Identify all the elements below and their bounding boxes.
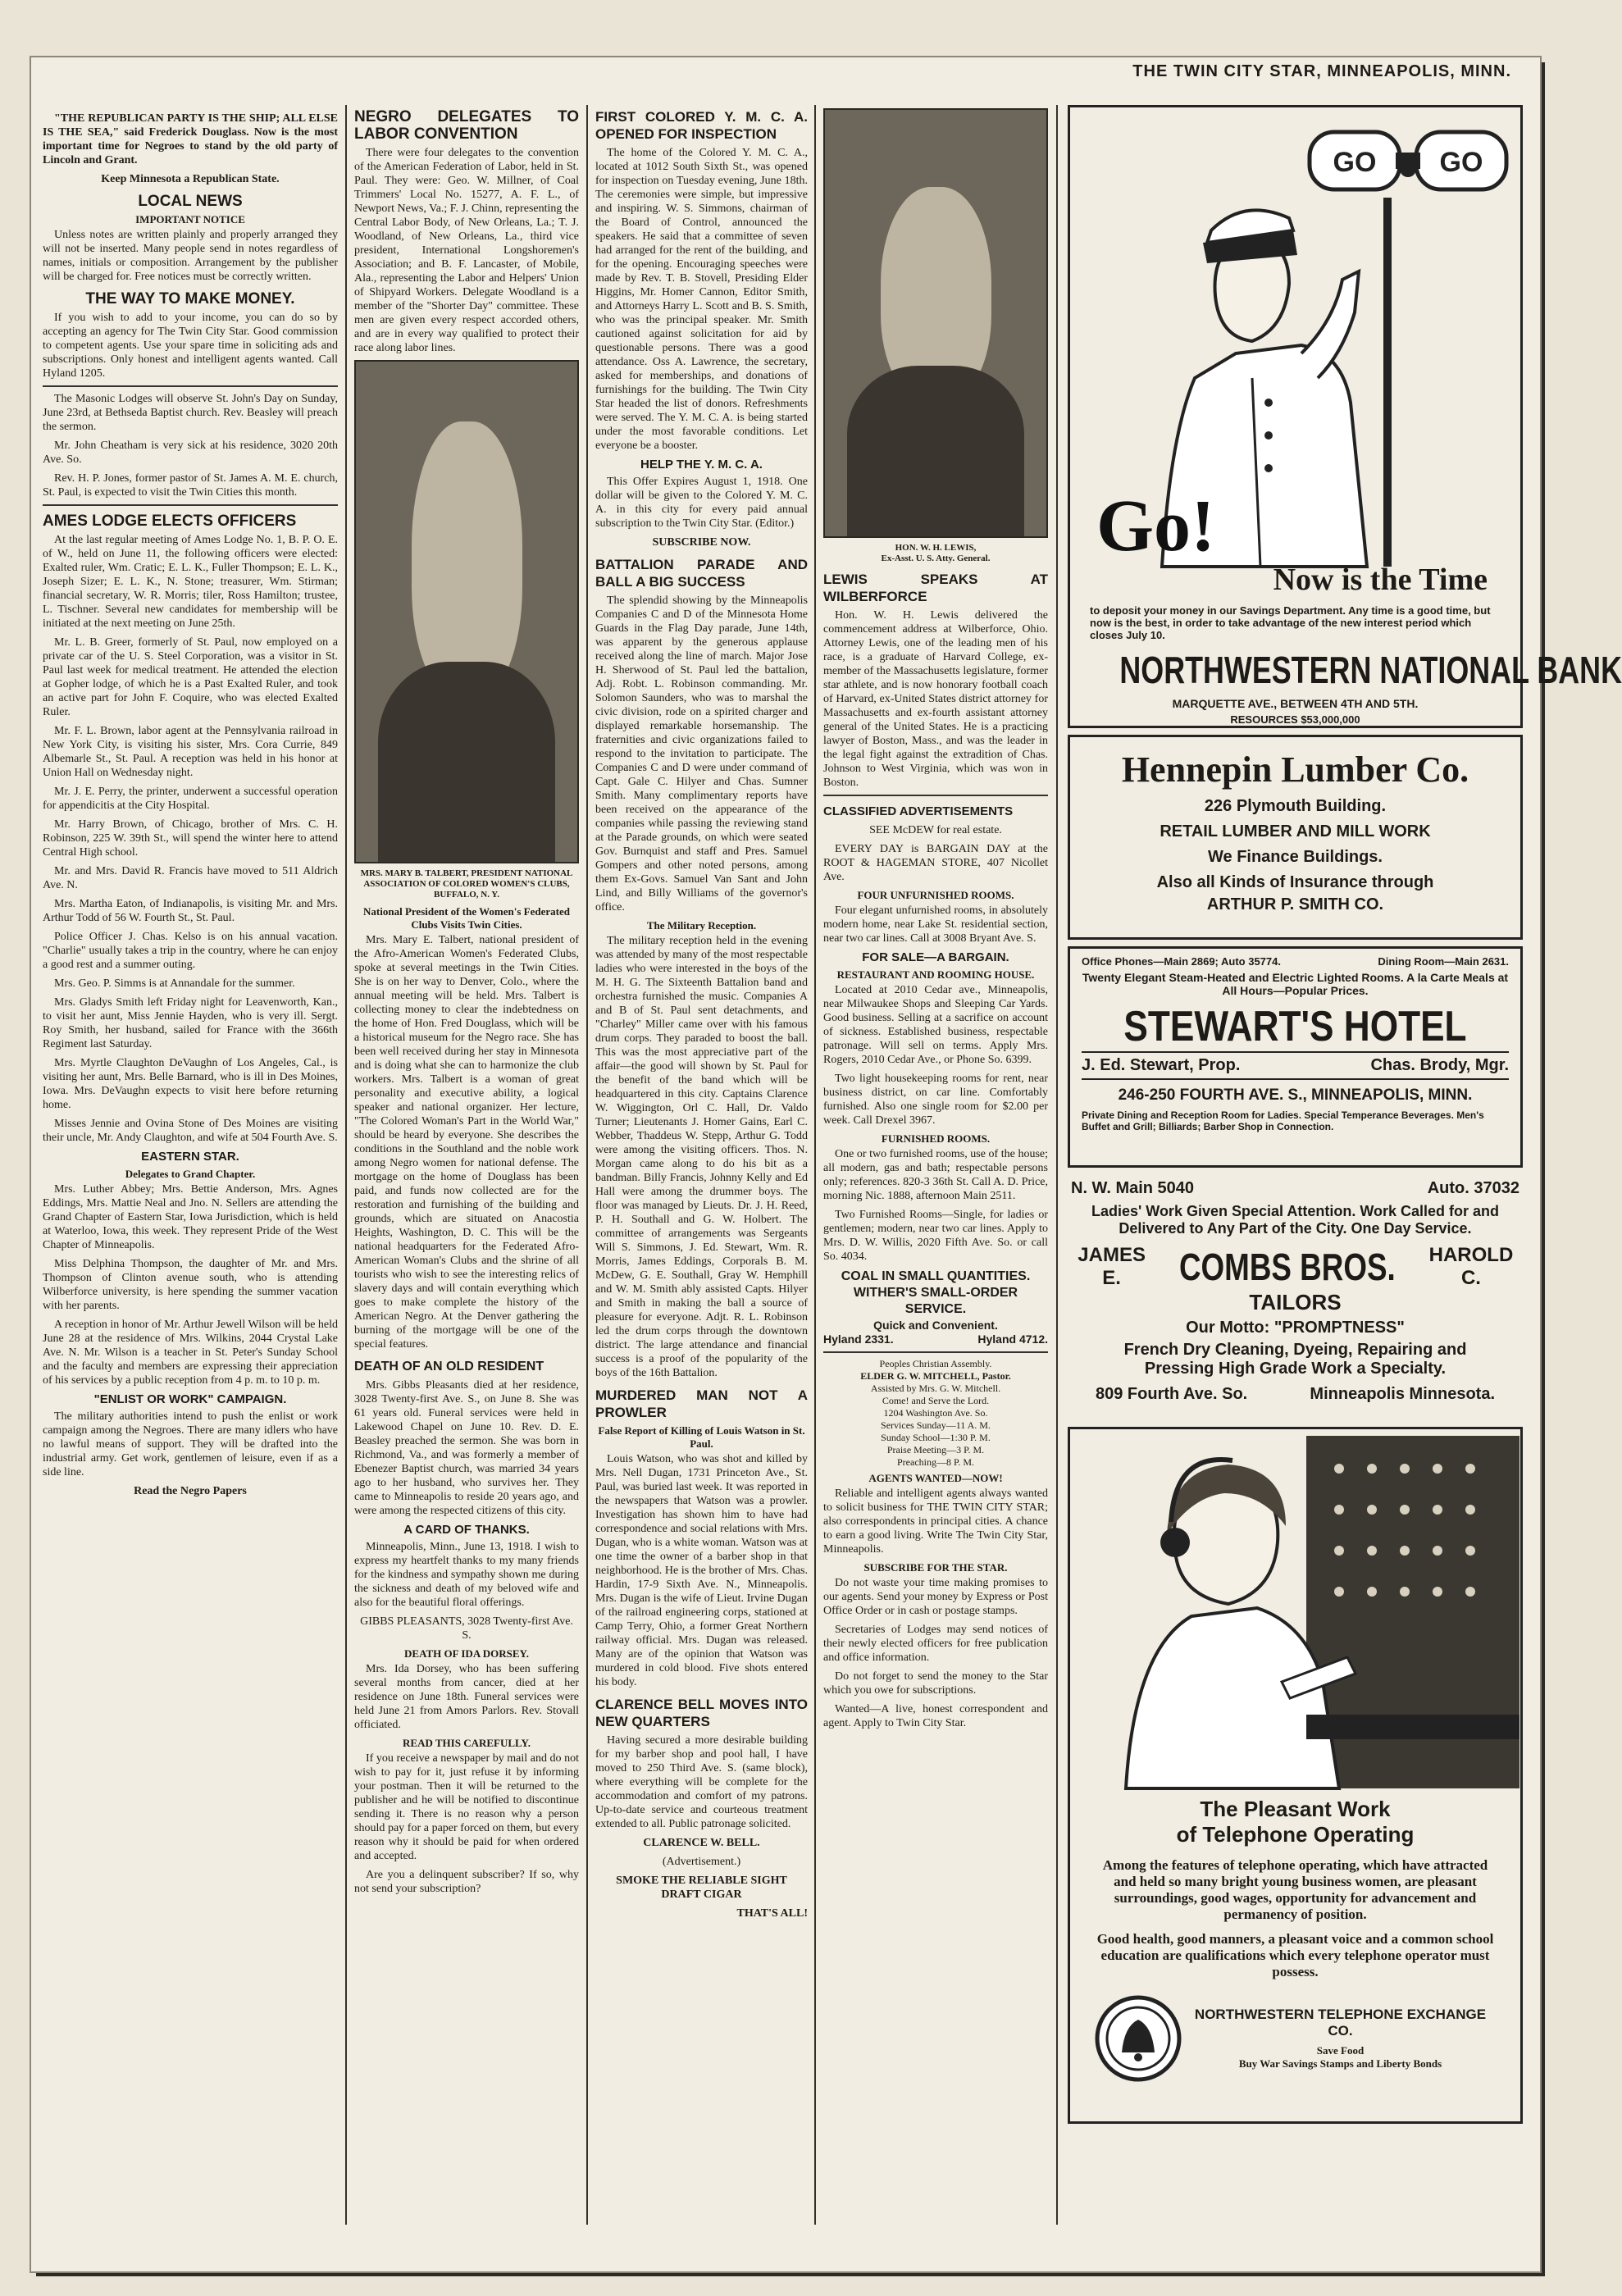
hotel-phones: Office Phones—Main 2869; Auto 35774. [1082,955,1281,968]
murder-heading: MURDERED MAN NOT A PROWLER [595,1387,808,1420]
news-item: Rev. H. P. Jones, former pastor of St. James A. M. E. church, St. Paul, is expected to visit the Twin Cities this month. [43,472,338,499]
bell-heading: CLARENCE BELL MOVES INTO NEW QUARTERS [595,1697,808,1729]
enlist-text: The military authorities intend to push the enlist or work campaign among the Negroes. There are many idlers who have no lawful means of support. They will be drafted into the industrial army. Get work, gentlemen of leisure, even if as a side line. [43,1410,338,1478]
money-text: If you wish to add to your income, you can do so by accepting an agency for The Twin City Star. Good commission to competent agents. Use your spare time in soliciting ads and subscriptions. Only honest and intelligent agents wanted. Call Hyland 1205. [43,312,338,380]
go-headline: Go! [1096,485,1215,567]
lewis-heading: LEWIS SPEAKS AT WILBERFORCE [823,572,1048,604]
subscribe-now: SUBSCRIBE NOW. [652,536,751,549]
telephone-title: The Pleasant Work [1200,1797,1391,1821]
bell-adv-note: (Advertisement.) [662,1856,741,1868]
column-rule [814,105,816,2225]
column-rule [586,105,588,2225]
subscribe-heading: SUBSCRIBE FOR THE STAR. [863,1561,1008,1574]
column-ads [1059,105,1622,2225]
hotel-name: STEWART'S HOTEL [1123,1003,1467,1050]
help-ymca-text: This Offer Expires August 1, 1918. One dollar will be given to the Colored Y. M. C. A. in this city for every paid annual subscription to the Twin City Star. (Editor.) [595,476,808,530]
news-item: Mrs. Geo. P. Simms is at Annandale for the summer. [54,977,295,990]
news-item: Mrs. Martha Eaton, of Indianapolis, is visiting Mr. and Mrs. Arthur Todd of 56 W. Fourth St., St. Paul. [43,898,338,924]
wanted-text: Wanted—A live, honest correspondent and agent. Apply to Twin City Star. [823,1703,1048,1729]
talbert-text: Mrs. Mary E. Talbert, national president of the Afro-American Women's Federated Clubs, spoke at several meetings in the Twin Cities. She is on her way to Denver, Colo., where the annual meeting will be held. Mrs. Talbert is collecting money to clear the indebtedness on the home of Hon. Fred Douglass, which will be a historical museum for the Negro race. She has been well received during her stay in Minnesota and is doing what she can to harmonize the club workers. Mrs. Talbert is a woman of great personality and executive ability, a logical speaker and national organizer. Her lecture, "The Colored Woman's Part in the World War," should be heard by everyone. She describes the conditions in the Southland and the noble work among Negro women for national defense. The mortgage on the home of Douglass has been paid, and funds now collected are for the restoration and furnishing of the building and grounds, which are situated on Anacostia Heights, Washington, D. C. This will be the national headquarters for the Federated Afro-American Woman's Clubs and the shrine of all tourists who wish to see the interesting relics of slavery days and will contain everything which goes to make complete the history of the American Negro. At the Denver gathering the burning of the mortgage will be one of the special features. [354,934,579,1351]
agents-text: Reliable and intelligent agents always wanted to solicit business for THE TWIN CITY STAR; also correspondents in principal cities. A chance to earn a good living. Write The Twin City Star, Minneapolis. [823,1487,1048,1556]
column-rule [345,105,347,2225]
death-text: Mrs. Gibbs Pleasants died at her residence, 3028 Twenty-first Ave. S., on June 8. She was 61 years old. Funeral services were held in Lakewood Chapel on June 10. Rev. D. E. Beasley preached the sermon. She was born in Richmond, Va., and was formerly a member of Ebenezer Baptist church, was married 34 years ago to her husband, who survives her. They came to Minneapolis to reside 20 years ago, and were among the respected citizens of this city. [354,1379,579,1517]
combs-first-name: HAROLD C. [1428,1244,1514,1289]
coal-phones [823,1332,1048,1346]
divider [43,385,338,387]
church-line: Services Sunday—11 A. M. [881,1419,991,1431]
save-food: Save Food [1316,2044,1365,2057]
telephone-footer [1077,1993,1514,2084]
telephone-text: Among the features of telephone operating, which have attracted and held so many bright young business women, are pleasant surroundings, good wages, opportunity for advancement and permanency of position. [1102,1857,1488,1922]
coal-heading: COAL IN SMALL QUANTITIES. [841,1269,1031,1283]
ames-text: At the last regular meeting of Ames Lodge No. 1, B. P. O. E. of W., held on June 11, the following officers were elected: Exalted ruler, Wm. Cratic; E. L. K., Fuller Thompson; E. L. K., Joseph Sizer; E. L. K., N. Stone; treasurer, Wm. Stirman; financial secretary, W. R. Morris; tiler, Ross Hamilton; trustee, L. Tischner. Several new candidates for membership will be initiated at the next meeting on June 25th. [43,534,338,630]
telephone-company: NORTHWESTERN TELEPHONE EXCHANGE CO. [1194,2007,1487,2039]
bell-text: Having secured a more desirable building for my barber shop and pool hall, I have moved to 250 Third Ave. S. (same block), where everything will be complete for the accommodation and comfort of my patrons. Up-to-date service and courteous treatment extended to all. Public patronage solicited. [595,1734,808,1830]
talbert-caption: MRS. MARY B. TALBERT, PRESIDENT NATIONAL ASSOCIATION OF COLORED WOMEN'S CLUBS, BUFFALO, N. Y. [360,868,573,900]
thanks-text: Minneapolis, Minn., June 13, 1918. I wish to express my heartfelt thanks to my many friends for the kindness and sympathy shown me during the sickness and death of my beloved wife and also for the beautiful floral offerings. [354,1541,579,1609]
news-item: Mrs. Myrtle Claughton DeVaughn of Los Angeles, Cal., is visiting her aunt, Mrs. Belle Barnard, who is ill in Des Moines, Iowa. Mrs. DeVaughn expects to visit here before returning home. [43,1057,338,1111]
classified-heading: CLASSIFIED ADVERTISEMENTS [823,804,1014,818]
combs-cleaning: French Dry Cleaning, Dyeing, Repairing and Pressing High Grade Work a Specialty. [1123,1341,1467,1378]
classified-item: Two light housekeeping rooms for rent, near business district, on car line. Comfortably furnished. Also one single room for $2.00 per week. Call Drexel 3967. [823,1073,1048,1127]
labor-heading: NEGRO DELEGATES TO LABOR CONVENTION [354,108,579,143]
talbert-heading: National President of the Women's Federated Clubs Visits Twin Cities. [363,905,570,931]
telephone-operator-illustration [1077,1436,1519,1788]
combs-tailors: TAILORS [1249,1290,1342,1314]
lewis-text: Hon. W. H. Lewis delivered the commencement address at Wilberforce, Ohio. Attorney Lewis, one of the leading men of his race, is a graduate of Harvard College, ex-member of the Massachusetts legislature, former star athlete, and is now honorary football coach of Harvard, ex-United States district attorney for Massachusetts and ex-fourth assistant attorney general of the United States. He is a practicing lawyer of Boston, Mass., and was the leader in the legal fight against the extradition of Chas. Johnson to West Virginia, which was won in Boston. [823,609,1048,789]
lumber-line: Also all Kinds of Insurance through [1156,873,1434,891]
ymca-text: The home of the Colored Y. M. C. A., located at 1012 South Sixth St., was opened for inspection on Tuesday evening, June 18th. The ceremonies were simple, but impressive and inspiring. W. S. Simmons, chairman of the Board of Control, announced the speakers. He said that a committee of seven had arranged for the rent of the building, and for the opening. Encouraging speeches were made by Rev. T. B. Stovell, Presiding Elder Higgins, Mr. Homer Cannon, Editor Smith, and Attorneys Harry L. Scott and B. S. Smith, who was the principal speaker. Mr. Smith cautioned against solicitation for aid by questionable persons. There was a good attendance. Oss A. Lawrence, the secretary, asked for memberships, and donations of furnishings for the building. The Twin City Star headed the list of donors. Refreshments were served. The Y. M. C. A. is being started under the most favorable conditions. Let everyone be a booster. [595,147,808,452]
column-rule [1056,105,1058,2225]
news-item: Mrs. Gladys Smith left Friday night for Leavenworth, Kan., to visit her aunt, Miss Jennie Hayden, who is very ill. Sergt. Roy Smith, her husband, sailed for France with the 366th Regiment last Saturday. [43,996,338,1050]
help-ymca-heading: HELP THE Y. M. C. A. [640,458,763,472]
local-news-heading: LOCAL NEWS [138,193,243,210]
news-item: Misses Jennie and Ovina Stone of Des Moines are visiting their uncle, Mr. Andy Claughton, and wife at 504 Fourth Ave. S. [43,1118,338,1144]
lumber-name: Hennepin Lumber Co. [1121,749,1469,790]
classified-heading-sale: FOR SALE—A BARGAIN. [862,950,1009,964]
hotel-address: 246-250 FOURTH AVE. S., MINNEAPOLIS, MINN. [1118,1086,1473,1104]
news-item: Mr. F. L. Brown, labor agent at the Pennsylvania railroad in New York City, is visiting his sister, Mrs. Cora Currie, 849 Albemarle St., St. Paul. A reception was held in his honor at Union Hall on Wednesday night. [43,725,338,779]
hotel-note: Private Dining and Reception Room for Ladies. Special Temperance Beverages. Men's Buffet and Grill; Billiards; Barber Shop in Connection. [1082,1109,1484,1132]
church-line: 1204 Washington Ave. So. [883,1407,988,1419]
notice-heading: IMPORTANT NOTICE [135,213,245,226]
church-notice [823,1358,1048,1469]
church-line: Peoples Christian Assembly. [879,1358,992,1369]
church-line: Come! and Serve the Lord. [882,1395,990,1406]
combs-motto: Our Motto: "PROMPTNESS" [1186,1319,1405,1337]
ames-heading: AMES LODGE ELECTS OFFICERS [43,512,297,530]
delinquent-text: Are you a delinquent subscriber? If so, why not send your subscription? [354,1869,579,1895]
bank-deposit-text: to deposit your money in our Savings Department. Any time is a good time, but now is the best, in order to take advantage of the new interest period which closes July 10. [1090,604,1491,641]
bank-name: NORTHWESTERN NATIONAL BANK [1119,649,1622,691]
news-item: Miss Delphina Thompson, the daughter of Mr. and Mrs. Thompson of Clinton avenue south, who is attending Wilberforce university, is here spending the summer vacation with her parents. [43,1258,338,1312]
divider [823,795,1048,796]
newspaper-page [31,57,1622,2271]
coal-phone: Hyland 4712. [977,1332,1048,1346]
labor-text: There were four delegates to the convention of the American Federation of Labor, held in St. Paul. They were: Geo. W. Millner, of Coal Trimmers' Local No. 15277, A. F. L., of Newport News, Va.; F. J. Chinn, representing the Central Labor Body, of New Orleans, La.; T. J. Woodland, of New Orleans, La., third vice president, International Longshoremen's Association; and B. F. Lancaster, of Mobile, Ala., representing the Labor and Helpers' Union of Shipyard Workers. Delegate Woodland is a member of the "Shorter Day" committee. These men are given every respect accorded others, and are in every way qualified to protect their race along labor lines. [354,147,579,354]
thanks-signature: GIBBS PLEASANTS, 3028 Twenty-first Ave. S. [360,1615,573,1642]
dorsey-heading: DEATH OF IDA DORSEY. [404,1647,529,1660]
combs-city: Minneapolis Minnesota. [1310,1385,1495,1403]
thanks-heading: A CARD OF THANKS. [403,1523,530,1537]
hotel-ad [1068,946,1523,1168]
lumber-line: RETAIL LUMBER AND MILL WORK [1160,822,1431,840]
news-item: Mr. and Mrs. David R. Francis have moved to 511 Aldrich Ave. N. [43,865,338,891]
bell-logo-icon [1093,1993,1183,2084]
eastern-star-heading: EASTERN STAR. [141,1150,239,1164]
ymca-heading: FIRST COLORED Y. M. C. A. OPENED FOR INSPECTION [595,109,808,142]
coal-ad [823,1269,1048,1346]
now-is-the-time: Now is the Time [1273,563,1488,597]
lumber-line: We Finance Buildings. [1208,848,1383,866]
telephone-text: Good health, good manners, a pleasant voice and a common school education are qualifications which every telephone operator must possess. [1096,1931,1494,1979]
news-item: Police Officer J. Chas. Kelso is on his annual vacation. "Charlie" usually takes a trip in the country, where he can enjoy a good rest and a summer outing. [43,931,338,971]
subscribe-text: Do not waste your time making promises to our agents. Send your money by Express or Post Office Order or in cash or postage stamps. [823,1577,1048,1617]
cigar-ad: SMOKE THE RELIABLE SIGHT DRAFT CIGAR [616,1875,787,1901]
bank-address: MARQUETTE AVE., BETWEEN 4TH AND 5TH. [1172,697,1419,710]
go-sign-text: GO [1439,147,1483,178]
combs-address-row [1071,1385,1519,1404]
classified-item: One or two furnished rooms, use of the house; all modern, gas and bath; respectable persons only; references. 820-3 36th St. Call A. D. Price, morning Nic. 1888, afternoon Main 2511. [823,1148,1048,1202]
telephone-ad [1068,1427,1523,2124]
portrait-body [847,366,1024,536]
portrait-body [378,662,555,862]
coal-line: Quick and Convenient. [873,1319,998,1332]
war-savings: Buy War Savings Stamps and Liberty Bonds [1238,2057,1442,2070]
news-item: Mr. L. B. Greer, formerly of St. Paul, now employed on a private car of the U. S. Steel Corporation, was a visitor in St. Paul last week for medical treatment. He attended the election at Gopher lodge, of which he is a Past Exalted Ruler, and took an active part for John F. Coquire, who was elected Exalted Ruler. [43,636,338,718]
combs-first-name: JAMES E. [1078,1244,1146,1289]
read-negro-papers: Read the Negro Papers [134,1485,247,1497]
lodges-text: Secretaries of Lodges may send notices of their newly elected officers for free publication and office information. [823,1624,1048,1664]
news-item: Mr. Harry Brown, of Chicago, brother of Mrs. C. H. Robinson, 225 W. 39th St., will spend the winter here to attend Central High school. [43,818,338,859]
news-item: Mr. John Cheatham is very sick at his residence, 3020 20th Ave. So. [43,440,338,466]
bank-ad [1068,105,1622,728]
news-item: A reception in honor of Mr. Arthur Jewell Wilson will be held June 28 at the residence of Mrs. Wilkins, 2044 Crystal Lake Ave. N. Mr. Wilson is a teacher in St. Peter's Sunday School and the faculty and members are expressing their appreciation of his services by a public reception from 4 p. m. to 10 p. m. [43,1319,339,1387]
military-heading: The Military Reception. [646,919,757,932]
bank-resources: RESOURCES $53,000,000 [1230,713,1360,726]
coal-line: SERVICE. [904,1302,967,1316]
hotel-rooms: Twenty Elegant Steam-Heated and Electric Lighted Rooms. A la Carte Meals at All Hours—Popular Prices. [1082,971,1509,997]
combs-address: 809 Fourth Ave. So. [1096,1385,1248,1403]
church-line: Sunday School—1:30 P. M. [881,1432,991,1443]
hotel-dining: Dining Room—Main 2631. [1378,955,1509,968]
parade-heading: BATTALION PARADE AND BALL A BIG SUCCESS [595,557,808,590]
bell-signature: CLARENCE W. BELL. [643,1837,760,1849]
murder-subheading: False Report of Killing of Louis Watson in St. Paul. [598,1424,805,1450]
lewis-caption-name: HON. W. H. LEWIS, [895,543,977,553]
classified-heading-rooms: FOUR UNFURNISHED ROOMS. [857,889,1014,901]
church-line: Assisted by Mrs. G. W. Mitchell. [870,1383,1001,1394]
murder-text: Louis Watson, who was shot and killed by Mrs. Nell Dugan, 1731 Princeton Ave., St. Paul, was buried last week. It was reported in the newspapers that Watson was a prowler. Investigation has shown him to have had correspondence and social relations with Mrs. Dugan, who is a white woman. Watson was at one time the owner of a barber shop in that neighborhood. He is the brother of Mrs. Chas. Hardin, 17-9 Sixth Ave. N., Minneapolis. Mrs. Dugan is the wife of Lieut. Irvine Dugan of the railroad engineering corps, stationed at Camp Terry, Ohio, a former Great Northern railway official. Mrs. Dugan was released. Many are of the opinion that Watson was murdered in cold blood. Five shots entered his body. [595,1453,808,1688]
enlist-heading: "ENLIST OR WORK" CAMPAIGN. [93,1392,287,1406]
news-item: The Masonic Lodges will observe St. John's Day on Sunday, June 23rd, at Bethseda Baptist church. Rev. Beasley will preach the sermon. [43,393,338,433]
classified-subheading-sale: RESTAURANT AND ROOMING HOUSE. [836,968,1035,981]
news-item: Mr. J. E. Perry, the printer, underwent a successful operation for appendicitis at the City Hospital. [43,786,338,812]
republican-quote: "THE REPUBLICAN PARTY IS THE SHIP; ALL ELSE IS THE SEA," said Frederick Douglass. Now is the most important time for Negroes to stand by the old party of Lincoln and Grant. [43,112,338,166]
combs-phones [1071,1179,1519,1198]
column-ymca [589,105,814,2225]
divider [43,504,338,506]
column-labor [348,105,585,2225]
classified-item: SEE McDEW for real estate. [869,824,1002,836]
hotel-phones-row [1082,955,1509,968]
column-classified [817,105,1055,2225]
church-line: Praise Meeting—3 P. M. [886,1444,985,1456]
combs-ad [1068,1174,1523,1420]
church-line: ELDER G. W. MITCHELL, Pastor. [860,1370,1011,1382]
hotel-prop: J. Ed. Stewart, Prop. [1082,1056,1241,1074]
classified-item: Located at 2010 Cedar ave., Minneapolis, near Milwaukee Shops and Sleeping Car Yards. Good business. Selling at a sacrifice on account of sickness. Established business, respectable patronage. Will sell on terms. Apply Mrs. Rogers, 2010 Cedar Ave., or Phone So. 6399. [823,984,1048,1066]
agents-heading: AGENTS WANTED—NOW! [868,1472,1003,1484]
coal-phone: Hyland 2331. [823,1332,894,1346]
dorsey-text: Mrs. Ida Dorsey, who has been suffering several months from cancer, died at her residence on June 18th. Funeral services were held June 21 from Amors Parlors. Rev. Stovall officiated. [354,1663,579,1731]
telephone-title: of Telephone Operating [1176,1822,1415,1847]
combs-phone: Auto. 37032 [1427,1179,1519,1197]
lewis-photo [823,108,1048,538]
masthead: THE TWIN CITY STAR, MINNEAPOLIS, MINN. [1132,62,1511,80]
combs-name-row [1071,1244,1519,1290]
combs-work: Ladies' Work Given Special Attention. Work Called for and Delivered to Any Part of the City. One Day Service. [1091,1203,1500,1237]
classified-heading-furnished: FURNISHED ROOMS. [881,1132,991,1145]
combs-phone: N. W. Main 5040 [1071,1179,1195,1197]
classified-item: Four elegant unfurnished rooms, in absolutely modern home, near Lake St. residential section, near two car lines. Call at 3008 Bryant Ave. S. [823,904,1048,945]
column-local-news [36,105,344,2225]
church-line: Preaching—8 P. M. [897,1456,974,1468]
eastern-star-subheading: Delegates to Grand Chapter. [125,1168,256,1180]
coal-line: WITHER'S SMALL-ORDER [853,1286,1018,1300]
classified-item: EVERY DAY is BARGAIN DAY at the ROOT & HAGEMAN STORE, 407 Nicollet Ave. [823,843,1048,883]
lumber-line: ARTHUR P. SMITH CO. [1206,895,1384,913]
telephone-company-block [1183,2007,1497,2070]
military-text: The military reception held in the evening was attended by many of the most respectable ladies who were interested in the boys of the M. H. G. The Sixteenth Battalion band and orchestra furnished the music. Companies A and B of St. Paul sent detachments, and "Charley" Miller came over with his famous drum corps. They paraded to boost the ball. This was the most appreciative part of the affair—the good will shown by St. Paul for the benefit of the band which will be headquartered in this city. Captains Clarence W. Wiggington, Orl C. Hall, Dr. Valdo Turner; Lieutenants J. Homer Gains, Earl C. Webber, Thaddeus W. Stepp, Arthur G. Todd were among the visiting officers. Thos. N. Morgan came along to do his bit as a bandman. Billy Francis, Johnny Kelly and Ed Hall were among the drummer boys. The floor was managed by Lieuts. Dr. J. H. Reed, P. H. Southall and G. W. Holbert. The committee of arrangements was Sergeants Will S. Simmons, J. Ed. Stewart, Wm. R. Morris, James Eddings, Corporals B. M. McDew, G. E. Southall, Gray W. Hemphill and W. M. Smith ably assisted Capts. Hilyer and Smith in making the ball a source of pleasure for everyone. Adjt. R. L. Robinson led the drum corps through the downtown district. The large attendance and financial success is a proof of the popularity of the boys of the 16th Battalion. [595,935,808,1379]
combs-name: COMBS BROS. [1179,1246,1396,1288]
go-sign-illustration [1072,107,1519,567]
eastern-star-text: Mrs. Luther Abbey; Mrs. Bettie Anderson, Mrs. Agnes Eddings, Mrs. Mattie Neal and Jno. N. Sellers are attending the Grand Chapter of Eastern Star, Iowa Jurisdiction, which is held at Waterloo, Iowa, this week. They represent Pride of the West Chapter of Minneapolis. [43,1183,338,1251]
read-heading: READ THIS CAREFULLY. [403,1737,531,1749]
classified-item: Two Furnished Rooms—Single, for ladies or gentlemen; modern, near two car lines. Apply to Mrs. D. W. Willis, 2020 Fifth Ave. So. or call So. 4034. [823,1209,1048,1263]
lewis-caption [823,543,1048,564]
money-heading: THE WAY TO MAKE MONEY. [85,290,295,308]
forget-text: Do not forget to send the money to the Star which you owe for subscriptions. [823,1670,1048,1697]
notice-text: Unless notes are written plainly and properly arranged they will not be inserted. Many people send in notes regardless of names, initials or composition. Arrangement by the publisher will be charged for. Free notices must be correctly written. [43,229,338,283]
cigar-tagline: THAT'S ALL! [736,1907,808,1920]
divider [823,1351,1048,1353]
talbert-photo [354,360,579,863]
lewis-caption-title: Ex-Asst. U. S. Atty. General. [881,554,991,563]
go-sign-text: GO [1333,147,1377,178]
portrait-face [412,421,522,697]
hotel-mgr: Chas. Brody, Mgr. [1370,1056,1509,1074]
read-text: If you receive a newspaper by mail and do not wish to pay for it, just refuse it by informing your postman. Then it will be returned to the publisher and he will be notified to discontinue sending it. There is no reason why a person should pay for a paper forced on them, but every reason why it should be paid for when ordered and accepted. [354,1752,579,1862]
keep-minnesota: Keep Minnesota a Republican State. [101,173,280,185]
lumber-ad [1068,735,1523,940]
parade-text: The splendid showing by the Minneapolis Companies C and D of the Minnesota Home Guards in the Flag Day parade, June 14th, was apparent by the generous applause received along the line of march. Major Jose H. Sherwood of St. Paul led the battalion, Adj. Robt. L. Robinson commanding. Mr. Solomon Saunders, who was to marshal the civic division, rode on a spirited charger and displayed remarkable horsemanship. The fraternities and civic organizations failed to respond to the invitation to participate. The Companies C and D were under command of Capt. Gale C. Hilyer and Chas. Sumner Smith. Many complimentary reports have been received on the appearance of the companies while passing the reviewing stand at the Parade grounds, on which were seated Gov. Burnquist and staff and Pres. Samuel Gompers and other noted persons, among them Ex-Govs. Samuel Van Sant and John Lind, and Billy Williams of the governor's office. [595,594,808,913]
death-heading: DEATH OF AN OLD RESIDENT [354,1360,544,1374]
hotel-staff-row [1082,1051,1509,1080]
lumber-line: 226 Plymouth Building. [1204,797,1387,815]
